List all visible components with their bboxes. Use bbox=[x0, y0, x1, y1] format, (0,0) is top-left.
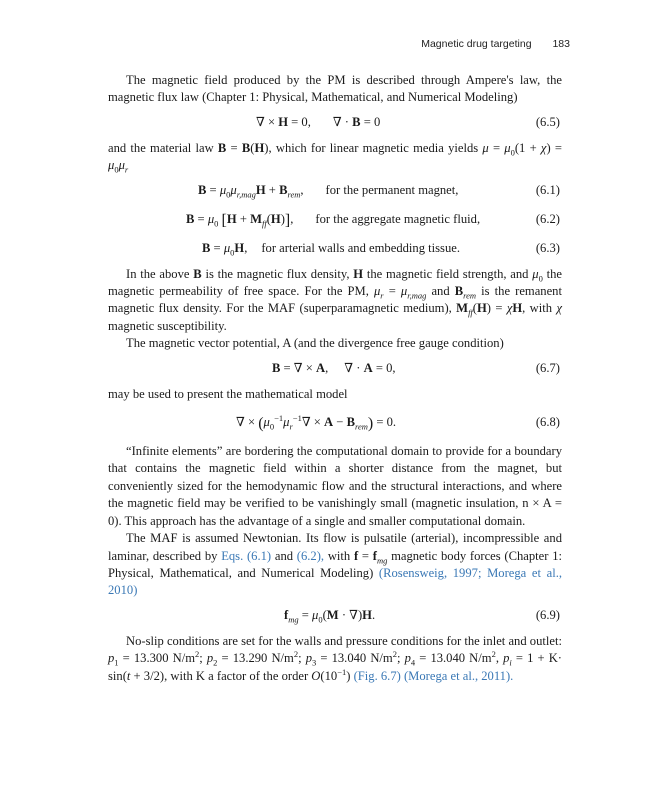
figure-reference-link[interactable]: (Fig. 6.7) bbox=[353, 668, 401, 683]
equation-6-8-body: ∇ × $(\mu_0^{-1}\mu_r^{-1}\nabla \times A - B_{rem}) = 0$. bbox=[236, 412, 397, 433]
citation-link[interactable]: (Rosensweig, 1997; Morega et al., 2010) bbox=[108, 565, 562, 598]
equation-number: (6.5) bbox=[535, 114, 560, 129]
paragraph-ampere bbox=[108, 72, 562, 107]
equation-6-9 bbox=[108, 607, 562, 625]
paragraph-ampere-text: The magnetic field produced by the PM is described through Ampere's law, the magnetic flux law (Chapter 1: Physical, Mathematical, and Numerical Modeling) bbox=[108, 73, 562, 105]
paragraph-maf-flow-text: The MAF is assumed Newtonian. Its flow is pulsatile (arterial), incompressible and laminar, described by bbox=[108, 531, 562, 563]
equation-6-2-note: for the aggregate magnetic fluid, bbox=[315, 211, 481, 226]
paragraph-maf-flow: The MAF is assumed Newtonian. Its flow is pulsatile (arterial), incompressible and laminar, described by Eqs. (6.1) and (6.2), with $f = f_{mg}$ magnetic body forces (Chapter 1: Physical, Mathematical, and Numerical Modeling) (Rosensweig, 1997; Morega et al., 2010) bbox=[108, 531, 563, 598]
equation-6-2 bbox=[108, 209, 562, 231]
paragraph-material-law: and the material law B = B(H), which for linear magnetic media yields $\mu = \mu_0(1 + \chi) = \mu_0\mu_r$ bbox=[108, 140, 562, 175]
page-body bbox=[108, 72, 562, 685]
equation-6-1-body: $B = \mu_0\mu_{r,mag}H + B_{rem}$, for the permanent magnet, bbox=[198, 182, 459, 200]
page-number: 183 bbox=[552, 38, 570, 50]
equation-6-3-body: $B = \mu_0H$, for arterial walls and embedding tissue. bbox=[202, 240, 460, 258]
equation-6-3 bbox=[108, 240, 562, 258]
equation-number: (6.9) bbox=[535, 607, 560, 622]
paragraph-vector-potential bbox=[108, 335, 562, 352]
paragraph-model bbox=[108, 386, 562, 403]
running-title: Magnetic drug targeting bbox=[421, 38, 532, 50]
paragraph-vector-potential-text: The magnetic vector potential, A (and the divergence free gauge condition) bbox=[126, 336, 504, 351]
equation-reference-link[interactable]: (6.2), bbox=[296, 548, 325, 563]
equation-6-8 bbox=[108, 412, 562, 434]
equation-6-7-body: B = ∇ × A, ∇ · A = 0, bbox=[272, 360, 396, 375]
equation-6-3-note: for arterial walls and embedding tissue. bbox=[261, 240, 460, 255]
running-header bbox=[0, 38, 570, 50]
equation-6-1-note: for the permanent magnet, bbox=[325, 182, 459, 197]
equation-6-2-body: $B = \mu_0$ $[H + M_{ff}(H)]$, for the aggregate magnetic fluid, bbox=[186, 211, 481, 229]
conjunction-text: and bbox=[274, 548, 294, 563]
paragraph-model-text: may be used to present the mathematical model bbox=[108, 386, 348, 401]
equation-number: (6.8) bbox=[535, 415, 560, 430]
citation-link[interactable]: (Morega et al., 2011). bbox=[403, 668, 514, 683]
equation-6-9-body: $f_{mg} = \mu_0(M \cdot \nabla)H$. bbox=[284, 607, 376, 625]
equation-number: (6.2) bbox=[535, 211, 560, 226]
equation-6-7 bbox=[108, 360, 562, 378]
equation-reference-link[interactable]: Eqs. (6.1) bbox=[221, 548, 272, 563]
equation-number: (6.7) bbox=[535, 360, 560, 375]
paragraph-boundary-conditions: No-slip conditions are set for the walls and pressure conditions for the inlet and outlet: $p_1 = 13.300$ $N/m^2$; $p_2 = 13.290$ $N/m^2$; $p_3 = 13.040$ $N/m^2$; $p_4 = 13.040$ $N/m^2$, $p_i = 1 + K\cdot \sin(t + 3/2)$, with K a factor of the order $O(10^{-1})$ (Fig. 6.7) (Morega et al., 2011). bbox=[108, 633, 562, 683]
equation-6-1 bbox=[108, 182, 562, 200]
paragraph-definitions: In the above B is the magnetic flux density, H the magnetic field strength, and $\mu_0$ the magnetic permeability of free space. For the PM, $\mu_r = \mu_{r,mag}$ and $B_{rem}$ is the remanent magnetic flux density. For the MAF (superparamagnetic medium), $M_{ff}(H) = \chi H$, with χ magnetic susceptibility. bbox=[108, 266, 562, 333]
paragraph-infinite-elements-text: “Infinite elements” are bordering the computational domain to provide for a boundary that contains the magnetic field within a shorter distance from the magnet, but conveniently sized for the hemodynamic flow and the structural interactions, and where the magnetic field may be verified to be vanishingly small (magnetic insulation, n × A = 0). This approach has the advantage of a single and smaller computational domain. bbox=[108, 444, 562, 528]
equation-6-5-body: ∇ × H = 0, ∇ · B = 0 bbox=[256, 114, 381, 129]
equation-number: (6.3) bbox=[535, 240, 560, 255]
equation-6-5 bbox=[108, 114, 562, 132]
paragraph-infinite-elements bbox=[108, 443, 562, 530]
equation-number: (6.1) bbox=[535, 182, 560, 197]
